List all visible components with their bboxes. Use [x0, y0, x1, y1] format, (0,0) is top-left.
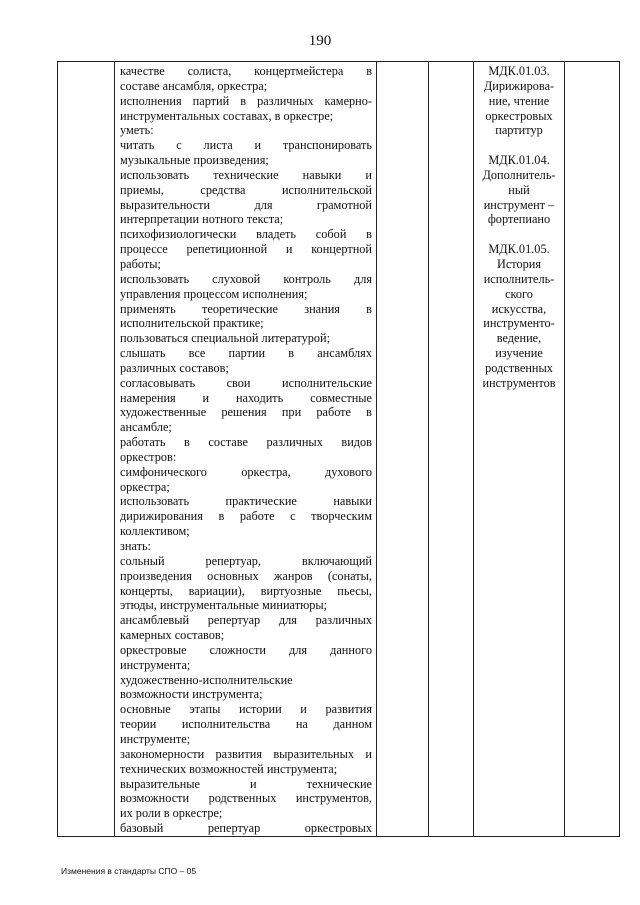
- text-line: слышать все партии в ансамблях: [120, 346, 372, 361]
- text-line: сольный репертуар, включающий: [120, 553, 372, 568]
- text-line: оркестровые сложности для данного: [120, 642, 372, 657]
- page-number: 190: [308, 33, 332, 49]
- text-line: ансамблевый репертуар для различных: [120, 613, 372, 628]
- text-line: камерных составов;: [120, 628, 225, 643]
- text-line: произведения основных жанров (сонаты,: [120, 568, 372, 583]
- text-line: психофизиологически владеть собой в: [120, 227, 372, 242]
- text-line: дирижирования в работе с творческим: [120, 509, 372, 524]
- mdk-entry: [476, 242, 562, 390]
- mdk-line: партитур: [495, 123, 543, 138]
- text-line: инструмента;: [120, 657, 191, 672]
- mdk-line: ние, чтение: [488, 93, 550, 108]
- mdk-line: МДК.01.05.: [488, 242, 550, 257]
- mdk-line: ный: [508, 182, 530, 197]
- text-line: интерпретации нотного текста;: [120, 212, 284, 227]
- text-line: приемы, средства исполнительской: [120, 182, 372, 197]
- text-line: знать:: [120, 539, 151, 553]
- mdk-line: МДК.01.03.: [488, 64, 550, 78]
- text-line: художественные решения при работе в: [120, 405, 372, 420]
- mdk-entry: [476, 64, 562, 138]
- table-row: [58, 62, 620, 837]
- mdk-line: изучение: [495, 346, 543, 361]
- text-line: различных составов;: [120, 360, 229, 375]
- text-line: работать в составе различных видов: [120, 435, 372, 450]
- text-line: процессе репетиционной и концертной: [120, 242, 372, 257]
- text-line: закономерности развития выразительных и: [120, 746, 372, 761]
- standards-table: [57, 61, 620, 837]
- text-line: технических возможностей инструмента;: [120, 761, 338, 776]
- text-line: использовать технические навыки и: [120, 167, 372, 182]
- code-cell: [58, 62, 115, 837]
- text-line: работы;: [120, 256, 161, 271]
- text-line: согласовывать свои исполнительские: [120, 375, 372, 390]
- text-line: выразительности для грамотной: [120, 197, 372, 212]
- mdk-line: оркестровых: [485, 108, 553, 123]
- text-line: теории исполнительства на данном: [120, 717, 372, 732]
- text-line: этюды, инструментальные миниатюры;: [120, 598, 328, 613]
- text-line: намерения и находить совместные: [120, 390, 372, 405]
- text-line: пользоваться специальной литературой;: [120, 331, 331, 346]
- text-line: симфонического оркестра, духового: [120, 464, 372, 479]
- text-line: применять теоретические знания в: [120, 301, 372, 316]
- text-line: коллективом;: [120, 524, 190, 539]
- mdk-line: Дополнитель-: [482, 167, 556, 182]
- text-line: исполнения партий в различных камерно-: [120, 93, 372, 108]
- footer-note: Изменения в стандарты СПО – 05: [61, 866, 197, 876]
- mdk-line: ведение,: [496, 331, 542, 346]
- mdk-entry: [476, 153, 562, 227]
- mdk-line: исполнитель-: [483, 271, 555, 286]
- text-line: концерты, вариации), виртуозные пьесы,: [120, 583, 372, 598]
- text-line: составе ансамбля, оркестра;: [120, 78, 268, 93]
- competency-codes-cell: [565, 62, 620, 837]
- mdk-line: инструмент –: [483, 197, 555, 212]
- text-line: выразительные и технические: [120, 776, 372, 791]
- mdk-line: ского: [505, 286, 533, 301]
- text-line: использовать практические навыки: [120, 494, 372, 509]
- text-line: качестве солиста, концертмейстера в: [120, 64, 372, 78]
- text-line: возможности инструмента;: [120, 687, 263, 702]
- text-line: читать с листа и транспонировать: [120, 138, 372, 153]
- competency-text: [120, 64, 372, 836]
- text-line: управления процессом исполнения;: [120, 286, 308, 301]
- mdk-line: История: [496, 256, 542, 271]
- text-line: использовать слуховой контроль для: [120, 271, 372, 286]
- mdk-cell: [474, 62, 565, 837]
- text-line: возможности родственных инструментов,: [120, 791, 372, 806]
- text-line: уметь:: [120, 123, 154, 138]
- text-line: художественно-исполнительские: [120, 672, 293, 687]
- text-line: оркестров:: [120, 449, 177, 464]
- mdk-line: родственных: [485, 360, 553, 375]
- text-line: базовый репертуар оркестровых: [120, 821, 372, 836]
- mdk-list: [476, 64, 562, 391]
- competency-cell: [115, 62, 377, 837]
- mdk-line: искусства,: [491, 301, 547, 316]
- text-line: основные этапы истории и развития: [120, 702, 372, 717]
- text-line: ансамбле;: [120, 420, 172, 435]
- text-line: их роли в оркестре;: [120, 806, 223, 821]
- text-line: музыкальные произведения;: [120, 153, 269, 168]
- mdk-line: МДК.01.04.: [488, 153, 550, 168]
- text-line: оркестра;: [120, 479, 170, 494]
- empty-cell: [429, 62, 474, 837]
- text-line: исполнительской практике;: [120, 316, 264, 331]
- mdk-line: фортепиано: [487, 212, 551, 227]
- empty-cell: [377, 62, 429, 837]
- text-line: инструменте;: [120, 731, 191, 746]
- mdk-line: Дирижирова-: [483, 78, 555, 93]
- mdk-line: инструментов: [482, 375, 556, 390]
- mdk-line: инструменто-: [483, 316, 555, 331]
- text-line: инструментальных составах, в оркестре;: [120, 108, 334, 123]
